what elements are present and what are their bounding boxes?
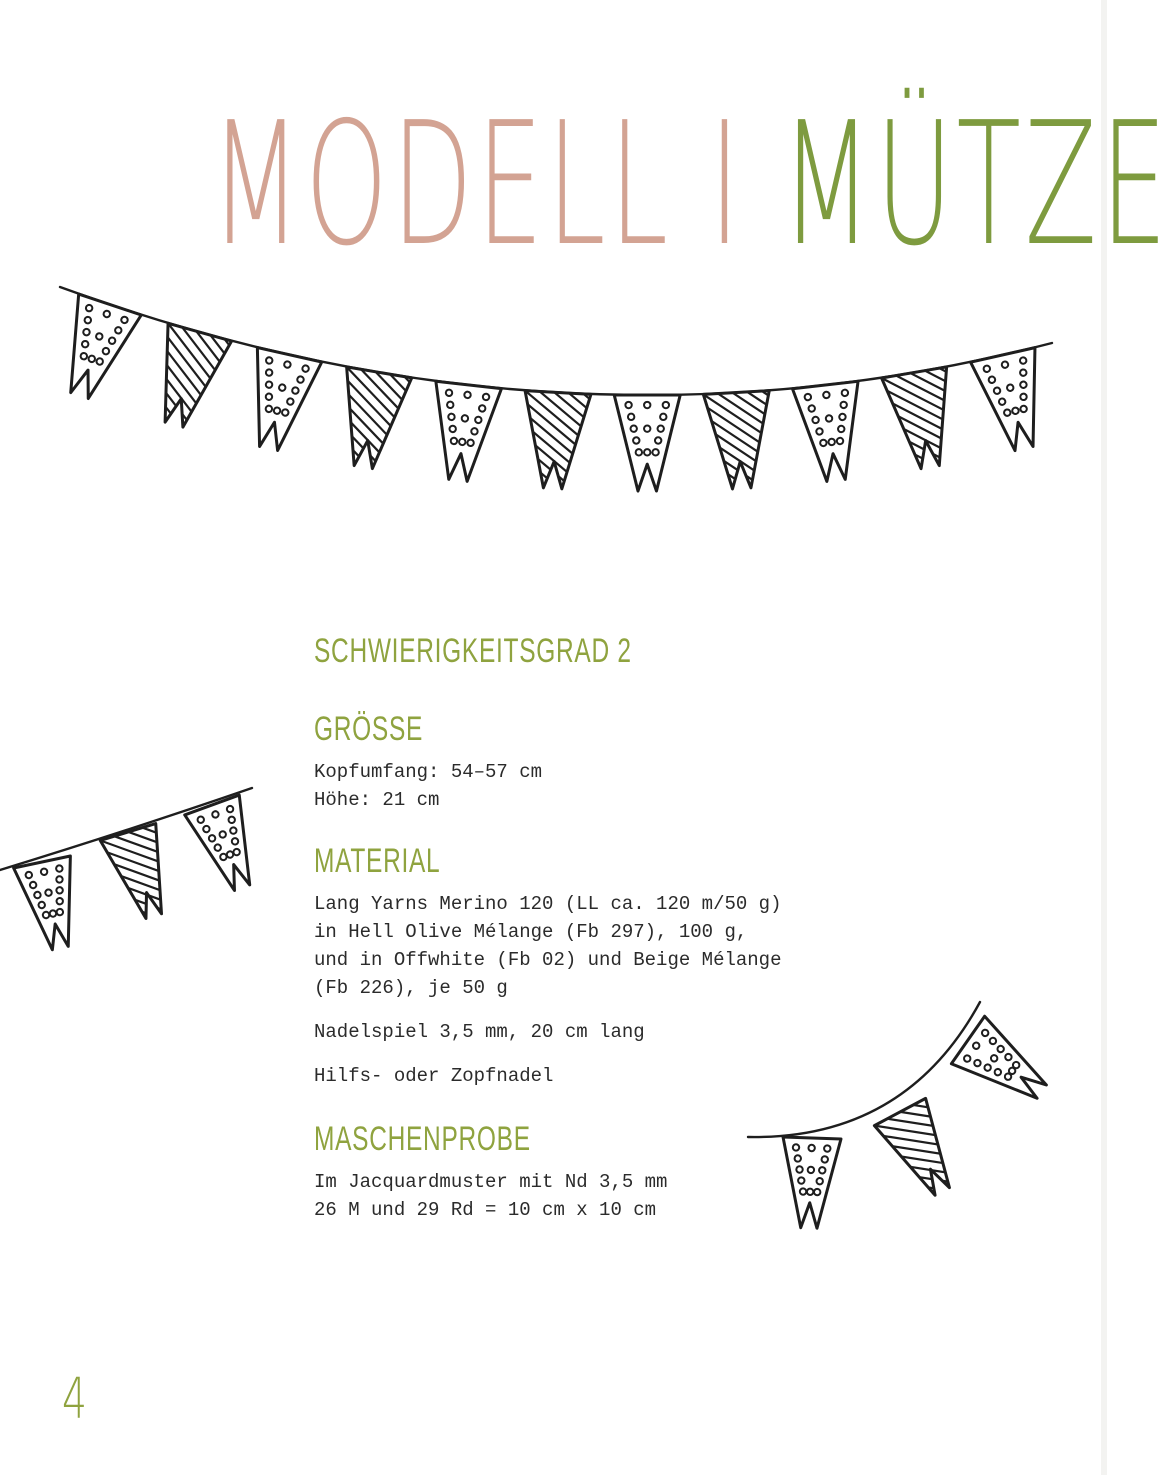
gauge-details — [314, 1168, 914, 1224]
size-details — [314, 758, 914, 814]
title-modell: MODELL — [210, 86, 672, 284]
material-heading: MATERIAL — [314, 842, 441, 880]
pennant-flag — [81, 760, 204, 997]
material-aux-needle: Hilfs- oder Zopfnadel — [314, 1065, 554, 1087]
title-muetze: MÜTZE — [781, 86, 1171, 284]
size-line: Kopfumfang: 54–57 cm — [314, 761, 543, 783]
pennant-flag — [614, 395, 680, 491]
pennant-flag — [425, 381, 501, 484]
material-line: und in Offwhite (Fb 02) und Beige Mélange — [314, 949, 782, 971]
size-heading: GRÖSSE — [314, 710, 424, 748]
pennant-flag — [971, 348, 1057, 456]
page-number: 4 — [62, 1367, 87, 1432]
pennant-flag — [870, 302, 975, 546]
pennant-flag — [515, 325, 594, 565]
material-needles: Nadelspiel 3,5 mm, 20 cm lang — [314, 1021, 645, 1043]
gauge-heading: MASCHENPROBE — [314, 1120, 531, 1158]
pennant-flag — [14, 856, 89, 954]
pennant-flag — [792, 381, 868, 484]
material-line: in Hell Olive Mélange (Fb 297), 100 g, — [314, 921, 748, 943]
pennant-flag — [700, 325, 779, 565]
material-line: Lang Yarns Merino 120 (LL ca. 120 m/50 g) — [314, 893, 782, 915]
pattern-info — [314, 630, 914, 1224]
pennant-flag — [951, 1016, 1058, 1115]
pennant-flag — [122, 260, 249, 506]
pennant-flag — [318, 302, 422, 546]
material-line: (Fb 226), je 50 g — [314, 977, 508, 999]
gauge-line: 26 M und 29 Rd = 10 cm x 10 cm — [314, 1199, 657, 1221]
title-separator: I — [708, 86, 744, 284]
size-line: Höhe: 21 cm — [314, 789, 440, 811]
top-garland — [48, 260, 1056, 565]
pennant-flag — [236, 348, 321, 456]
pennant-flag — [48, 294, 141, 406]
difficulty-heading: SCHWIERIGKEITSGRAD 2 — [314, 632, 632, 670]
left-garland — [0, 760, 269, 997]
pennant-flag — [185, 795, 270, 898]
material-yarn — [314, 890, 914, 1090]
gauge-line: Im Jacquardmuster mit Nd 3,5 mm — [314, 1171, 668, 1193]
